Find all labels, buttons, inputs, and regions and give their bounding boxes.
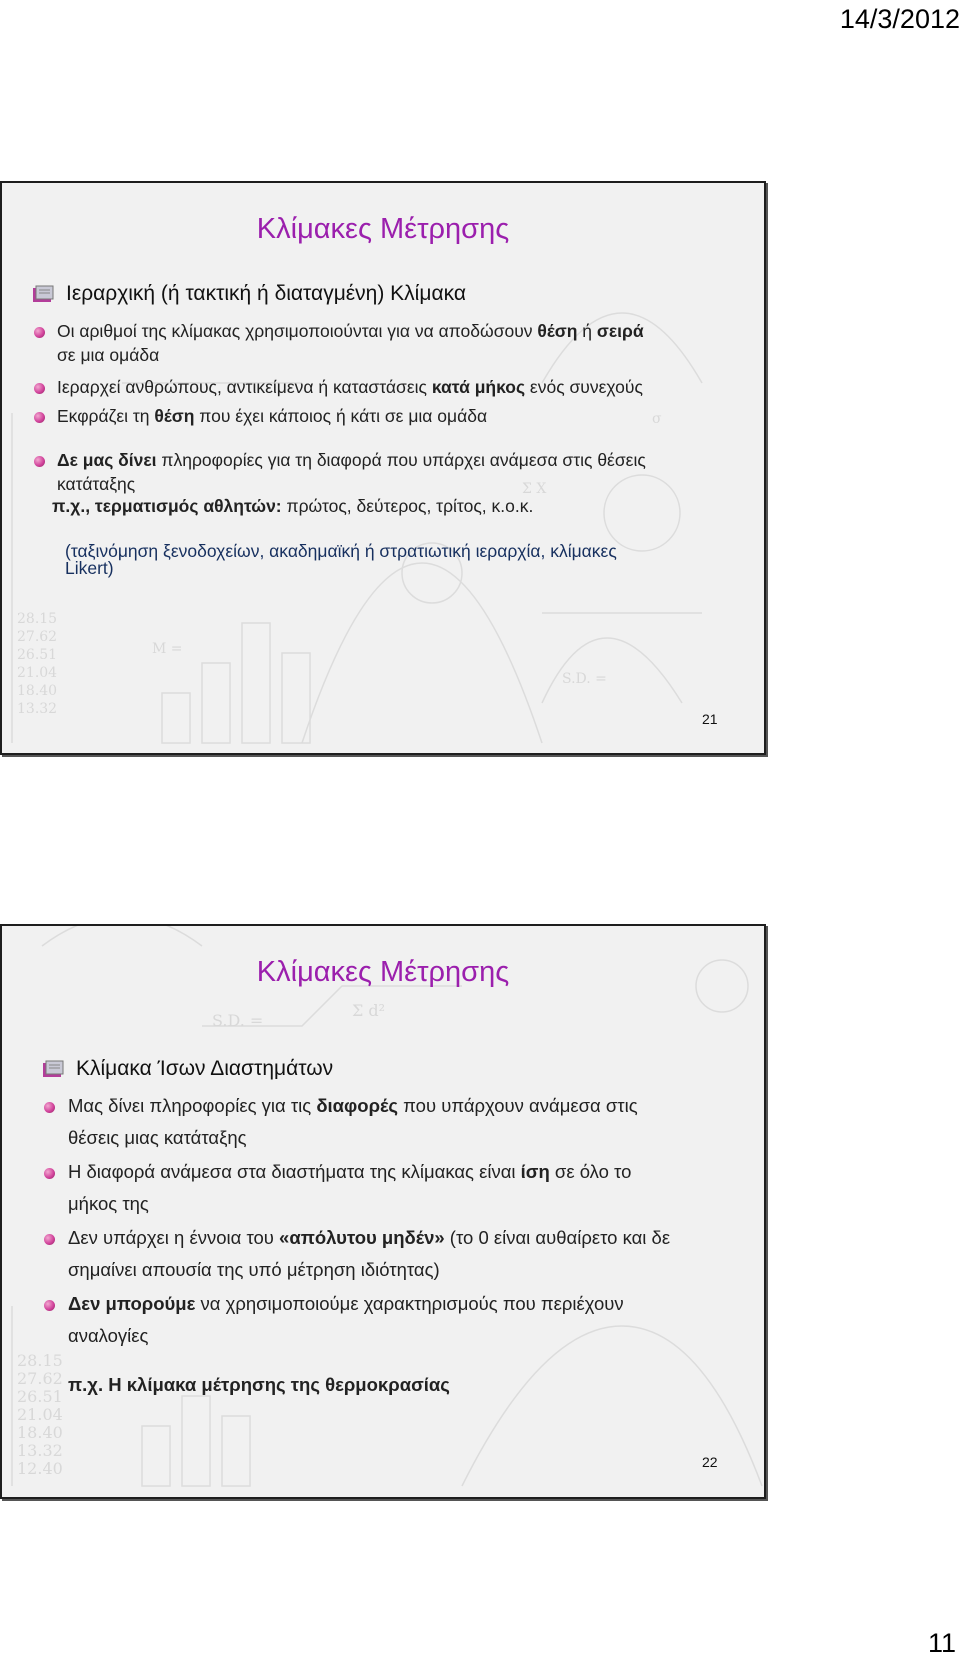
example-line: π.χ. Η κλίμακα μέτρησης της θερμοκρασίας [68, 1374, 450, 1395]
bullet-line-continuation: σημαίνει απουσία της υπό μέτρηση ιδιότητας) [68, 1259, 440, 1280]
svg-text:27.62: 27.62 [17, 1369, 63, 1388]
bullet-line-continuation: σε μια ομάδα [57, 345, 160, 365]
bullet-icon [34, 327, 45, 338]
svg-text:26.51: 26.51 [17, 647, 58, 663]
bullet-icon [34, 383, 45, 394]
svg-text:18.40: 18.40 [17, 1423, 63, 1442]
bullet-line: Δεν μπορούμε να χρησιμοποιούμε χαρακτηρισμούς που περιέχουν [68, 1293, 624, 1314]
slide-number: 21 [702, 711, 718, 727]
svg-text:18.40: 18.40 [17, 683, 58, 699]
section-heading [32, 282, 466, 306]
bullet-line: Η διαφορά ανάμεσα στα διαστήματα της κλίμακας είναι ίση σε όλο το [68, 1161, 632, 1182]
bullet-line-continuation: θέσεις μιας κατάταξης [68, 1127, 247, 1148]
slide-title: Κλίμακες Μέτρησης [256, 213, 510, 245]
svg-text:13.32: 13.32 [17, 1441, 63, 1460]
slide-22 [0, 924, 766, 1499]
bullet-line: Δεν υπάρχει η έννοια του «απόλυτου μηδέν» (το 0 είναι αυθαίρετο και δε [68, 1227, 671, 1248]
svg-text:12.40: 12.40 [17, 1459, 63, 1478]
bullet-line: Μας δίνει πληροφορίες για τις διαφορές που υπάρχουν ανάμεσα στις [68, 1095, 638, 1116]
heading-text: Κλίμακα Ίσων Διαστημάτων [76, 1057, 334, 1080]
bullet-line-continuation: κατάταξης [57, 474, 136, 494]
heading-text: Ιεραρχική (ή τακτική ή διαταγμένη) Κλίμακα [66, 282, 466, 305]
slide-title: Κλίμακες Μέτρησης [256, 956, 510, 988]
bullet-line: Δε μας δίνει πληροφορίες για τη διαφορά που υπάρχει ανάμεσα στις θέσεις [57, 450, 646, 470]
section-heading [42, 1057, 333, 1081]
document-date: 14/3/2012 [839, 4, 960, 34]
svg-text:21.04: 21.04 [17, 665, 58, 681]
svg-text:27.62: 27.62 [17, 629, 58, 645]
bullet-line: Ιεραρχεί ανθρώπους, αντικείμενα ή καταστάσεις κατά μήκος ενός συνεχούς [57, 377, 643, 397]
svg-text:S.D. =: S.D. = [212, 1011, 264, 1030]
book-icon [42, 1060, 64, 1078]
bullet-line-continuation: μήκος της [68, 1193, 149, 1214]
example-line: π.χ., τερματισμός αθλητών: πρώτος, δεύτερος, τρίτος, κ.ο.κ. [52, 496, 534, 516]
bullet-icon [34, 412, 45, 423]
slide-number: 22 [702, 1454, 718, 1470]
parenthetical-note: (ταξινόμηση ξενοδοχείων, ακαδημαϊκή ή στρατιωτική ιεραρχία, κλίμακες Likert) [65, 541, 617, 578]
svg-text:21.04: 21.04 [17, 1405, 63, 1424]
svg-text:13.32: 13.32 [17, 701, 58, 717]
bullet-icon [34, 456, 45, 467]
bullet-icon [44, 1102, 55, 1113]
bullet-icon [44, 1300, 55, 1311]
bullet-icon [44, 1168, 55, 1179]
svg-text:S.D. =: S.D. = [562, 671, 607, 687]
bullet-line-continuation: αναλογίες [68, 1325, 149, 1346]
bullet-line: Οι αριθμοί της κλίμακας χρησιμοποιούνται για να αποδώσουν θέση ή σειρά [57, 321, 644, 341]
slide-21 [0, 181, 766, 755]
svg-text:28.15: 28.15 [17, 1351, 63, 1370]
bullet-icon [44, 1234, 55, 1245]
svg-text:M =: M = [152, 641, 183, 657]
svg-text:26.51: 26.51 [17, 1387, 63, 1406]
svg-text:28.15: 28.15 [17, 611, 58, 627]
svg-text:Σ X: Σ X [522, 481, 547, 497]
bullet-line: Εκφράζει τη θέση που έχει κάποιος ή κάτι σε μια ομάδα [57, 406, 488, 426]
book-icon [32, 285, 54, 303]
svg-text:Σ d²: Σ d² [352, 1001, 386, 1020]
page-number: 11 [927, 1628, 956, 1658]
svg-text:σ: σ [652, 411, 662, 427]
